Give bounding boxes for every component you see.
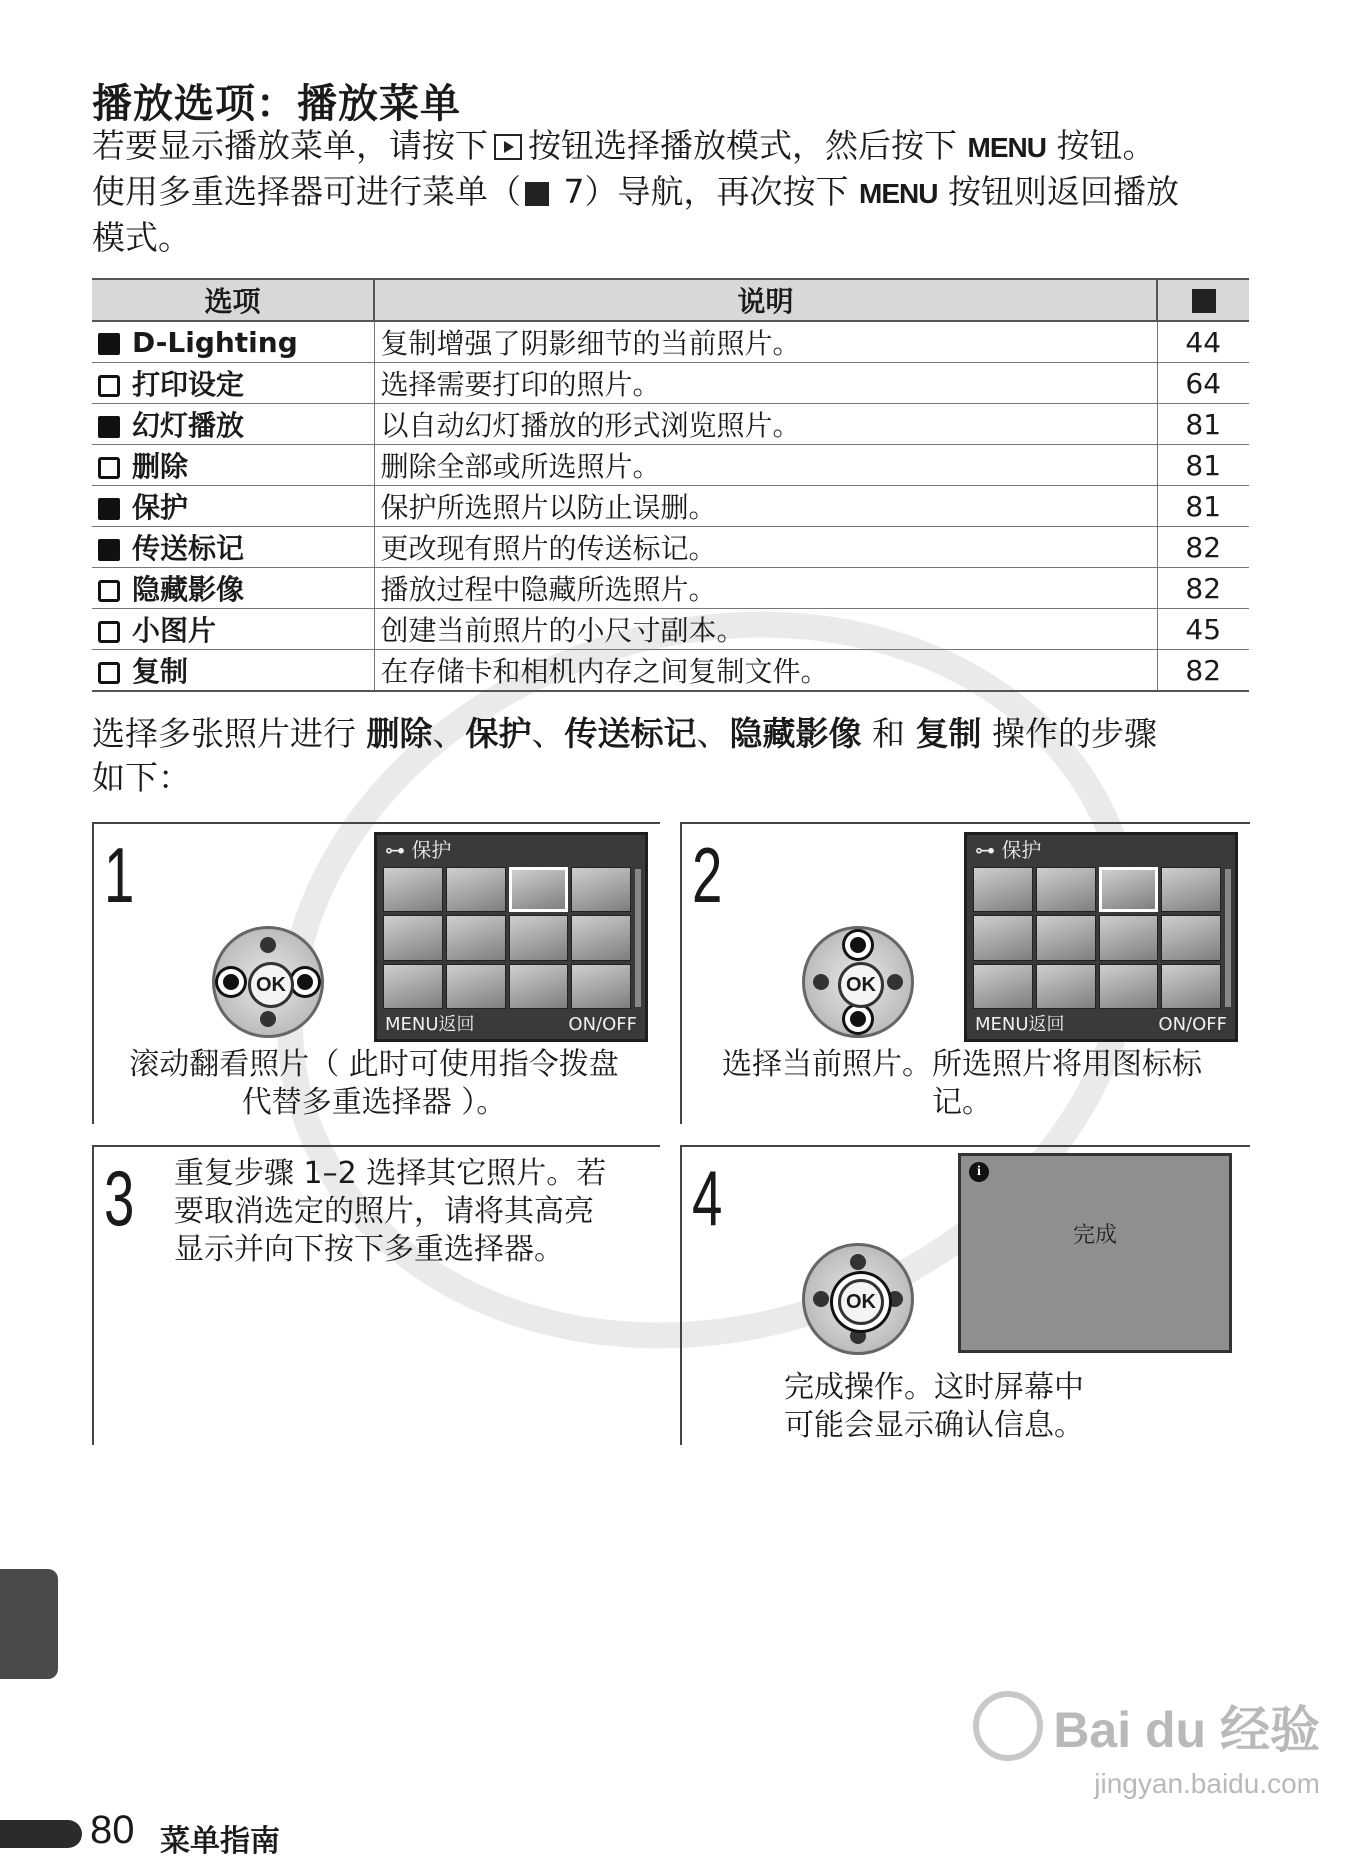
slideshow-icon bbox=[98, 416, 120, 438]
hide-image-icon bbox=[98, 580, 120, 602]
exposure-icon bbox=[887, 974, 903, 990]
protect-key-icon: ⊶ bbox=[385, 838, 412, 862]
ok-button: OK bbox=[248, 962, 294, 1008]
thumbnail-grid bbox=[383, 867, 631, 1009]
step-2-panel bbox=[680, 822, 1250, 1124]
table-row: 删除 删除全部或所选照片。 81 bbox=[92, 445, 1249, 486]
page-number: 80 bbox=[90, 1808, 135, 1852]
step-3-panel bbox=[92, 1145, 660, 1445]
flash-icon bbox=[260, 937, 276, 953]
thumbnail-grid bbox=[973, 867, 1221, 1009]
footer-bar bbox=[0, 1820, 82, 1848]
scrollbar bbox=[1225, 869, 1231, 1007]
info-icon: i bbox=[969, 1162, 989, 1182]
print-icon bbox=[98, 375, 120, 397]
playback-options-table bbox=[92, 278, 1249, 692]
camera-lcd-done bbox=[958, 1153, 1232, 1353]
ok-button: OK bbox=[838, 962, 884, 1008]
page-title: 播放选项：播放菜单 bbox=[92, 81, 461, 127]
self-timer-icon bbox=[223, 974, 239, 990]
exposure-icon bbox=[887, 1291, 903, 1307]
header-description: 说明 bbox=[374, 279, 1157, 321]
menu-keyword: MENU bbox=[967, 132, 1046, 163]
protect-key-icon bbox=[98, 498, 120, 520]
macro-icon bbox=[850, 1328, 866, 1344]
ok-button: OK bbox=[838, 1279, 884, 1325]
macro-icon bbox=[850, 1011, 866, 1027]
table-row: 隐藏影像 播放过程中隐藏所选照片。 82 bbox=[92, 568, 1249, 609]
self-timer-icon bbox=[813, 1291, 829, 1307]
table-row: 幻灯播放 以自动幻灯播放的形式浏览照片。 81 bbox=[92, 404, 1249, 445]
chapter-tab bbox=[0, 1569, 58, 1679]
exposure-icon bbox=[297, 974, 313, 990]
table-row: 传送标记 更改现有照片的传送标记。 82 bbox=[92, 527, 1249, 568]
table-row: D-Lighting 复制增强了阴影细节的当前照片。 44 bbox=[92, 321, 1249, 363]
protect-key-icon: ⊶ bbox=[975, 838, 1002, 862]
step-number: 1 bbox=[104, 831, 135, 919]
transfer-icon bbox=[98, 539, 120, 561]
flash-icon bbox=[850, 1254, 866, 1270]
multi-selector-dial bbox=[802, 926, 914, 1038]
self-timer-icon bbox=[813, 974, 829, 990]
step-number: 3 bbox=[104, 1154, 135, 1242]
done-message: 完成 bbox=[1072, 1223, 1117, 1248]
step-caption: 重复步骤 1–2 选择其它照片。若 要取消选定的照片，请将其高亮 显示并向下按下多重选择器。 bbox=[174, 1156, 607, 1267]
table-row: 保护 保护所选照片以防止误删。 81 bbox=[92, 486, 1249, 527]
step-number: 4 bbox=[692, 1154, 723, 1242]
intro-paragraph: 若要显示播放菜单，请按下 按钮选择播放模式，然后按下 MENU 按钮。 使用多重选择器可进行菜单（ 7）导航，再次按下 MENU 按钮则返回播放 模式。 bbox=[92, 126, 1179, 257]
steps-intro: 选择多张照片进行 删除、保护、传送标记、隐藏影像 和 复制 操作的步骤 如下： bbox=[92, 714, 1157, 797]
step-caption: 滚动翻看照片（ 此时可使用指令拨盘 代替多重选择器 ）。 bbox=[129, 1047, 619, 1120]
camera-lcd-protect: ⊶ 保护 MENU返回 ON/OFF bbox=[374, 832, 648, 1042]
table-row: 复制 在存储卡和相机内存之间复制文件。 82 bbox=[92, 650, 1249, 692]
copy-icon bbox=[98, 662, 120, 684]
small-pic-icon bbox=[98, 621, 120, 643]
baidu-paw-icon bbox=[973, 1691, 1043, 1761]
table-row: 小图片 创建当前照片的小尺寸副本。 45 bbox=[92, 609, 1249, 650]
step-caption: 完成操作。这时屏幕中 可能会显示确认信息。 bbox=[784, 1370, 1084, 1443]
header-option: 选项 bbox=[92, 279, 374, 321]
page-reference-icon bbox=[1192, 289, 1216, 313]
d-lighting-icon bbox=[98, 333, 120, 355]
multi-selector-dial bbox=[212, 926, 324, 1038]
baidu-watermark: Bai du 经验 jingyan.baidu.com bbox=[960, 1690, 1320, 1800]
multi-selector-dial bbox=[802, 1243, 914, 1355]
delete-icon bbox=[98, 457, 120, 479]
menu-keyword: MENU bbox=[859, 178, 938, 209]
step-1-panel bbox=[92, 822, 660, 1124]
table-row: 打印设定 选择需要打印的照片。 64 bbox=[92, 363, 1249, 404]
section-name: 菜单指南 bbox=[160, 1824, 280, 1859]
scrollbar bbox=[635, 869, 641, 1007]
step-caption: 选择当前照片。所选照片将用图标标 记。 bbox=[722, 1047, 1202, 1120]
table-header-row bbox=[92, 279, 1249, 321]
macro-icon bbox=[260, 1011, 276, 1027]
header-page-ref bbox=[1157, 279, 1249, 321]
playback-button-icon bbox=[494, 134, 522, 160]
step-number: 2 bbox=[692, 831, 723, 919]
camera-lcd-protect: ⊶ 保护 MENU返回 ON/OFF bbox=[964, 832, 1238, 1042]
flash-icon bbox=[850, 937, 866, 953]
page-reference-icon bbox=[525, 182, 549, 206]
